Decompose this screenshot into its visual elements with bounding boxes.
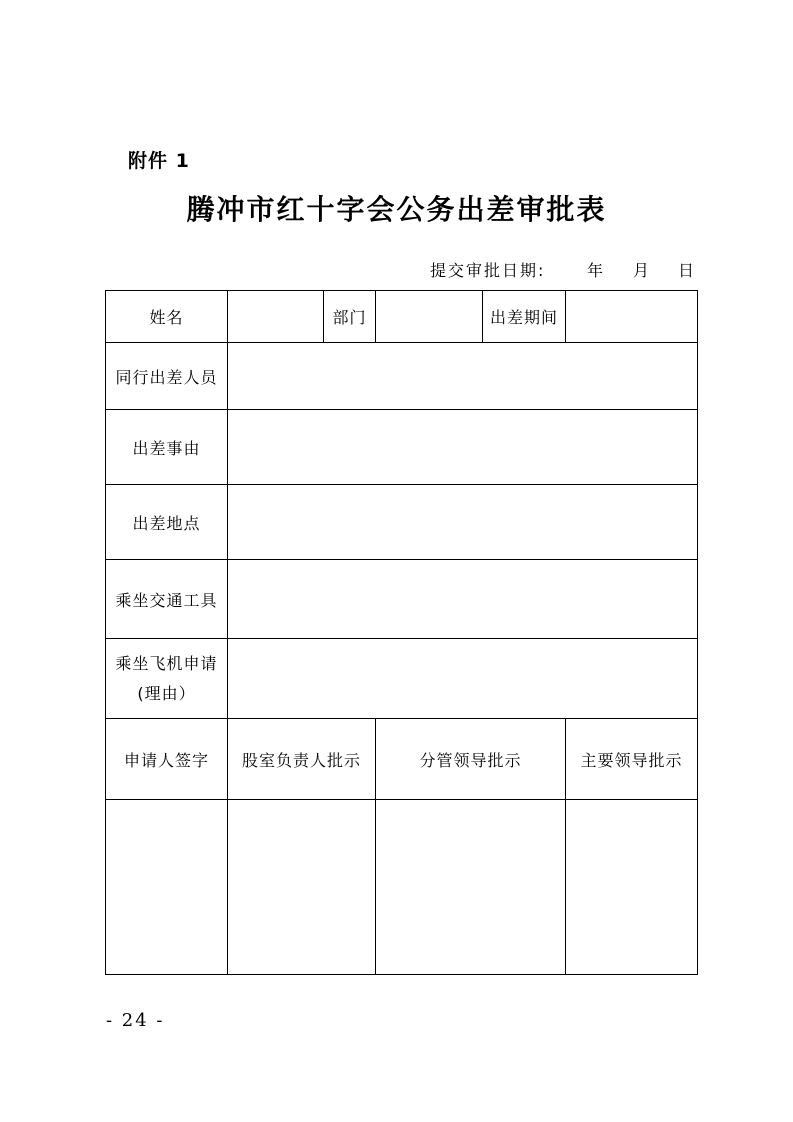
table-row — [106, 410, 698, 485]
transport-label: 乘坐交通工具 — [106, 560, 228, 639]
companions-label: 同行出差人员 — [106, 343, 228, 410]
period-label: 出差期间 — [483, 291, 566, 343]
submission-date-line — [400, 258, 696, 280]
department-value-cell[interactable] — [376, 291, 483, 343]
companions-value-cell[interactable] — [228, 343, 698, 410]
section-head-approval-label: 股室负责人批示 — [228, 719, 376, 800]
submission-date-label: 提交审批日期: — [430, 261, 546, 280]
flight-request-label-line2: (理由） — [137, 683, 196, 703]
applicant-signature-cell[interactable] — [106, 800, 228, 975]
table-row — [106, 719, 698, 800]
flight-request-label-line1: 乘坐飞机申请 — [115, 653, 218, 673]
table-row — [106, 485, 698, 560]
attachment-label: 附件 1 — [128, 150, 190, 172]
table-row — [106, 639, 698, 719]
transport-value-cell[interactable] — [228, 560, 698, 639]
name-value-cell[interactable] — [228, 291, 324, 343]
deputy-leader-approval-cell[interactable] — [376, 800, 566, 975]
location-value-cell[interactable] — [228, 485, 698, 560]
location-label: 出差地点 — [106, 485, 228, 560]
section-head-approval-cell[interactable] — [228, 800, 376, 975]
table-row — [106, 800, 698, 975]
applicant-signature-label: 申请人签字 — [106, 719, 228, 800]
page-title: 腾冲市红十字会公务出差审批表 — [186, 193, 607, 226]
approval-form-table — [105, 290, 698, 975]
table-row — [106, 291, 698, 343]
flight-request-value-cell[interactable] — [228, 639, 698, 719]
reason-value-cell[interactable] — [228, 410, 698, 485]
deputy-leader-approval-label: 分管领导批示 — [376, 719, 566, 800]
date-year-label: 年 — [587, 261, 604, 280]
reason-label: 出差事由 — [106, 410, 228, 485]
period-value-cell[interactable] — [566, 291, 698, 343]
date-month-label: 月 — [633, 261, 650, 280]
table-row — [106, 343, 698, 410]
main-leader-approval-cell[interactable] — [566, 800, 698, 975]
page-number: - 24 - — [106, 1010, 165, 1031]
table-row — [106, 560, 698, 639]
flight-request-label — [106, 639, 228, 719]
main-leader-approval-label: 主要领导批示 — [566, 719, 698, 800]
name-label: 姓名 — [106, 291, 228, 343]
department-label: 部门 — [324, 291, 376, 343]
date-day-label: 日 — [678, 261, 695, 280]
